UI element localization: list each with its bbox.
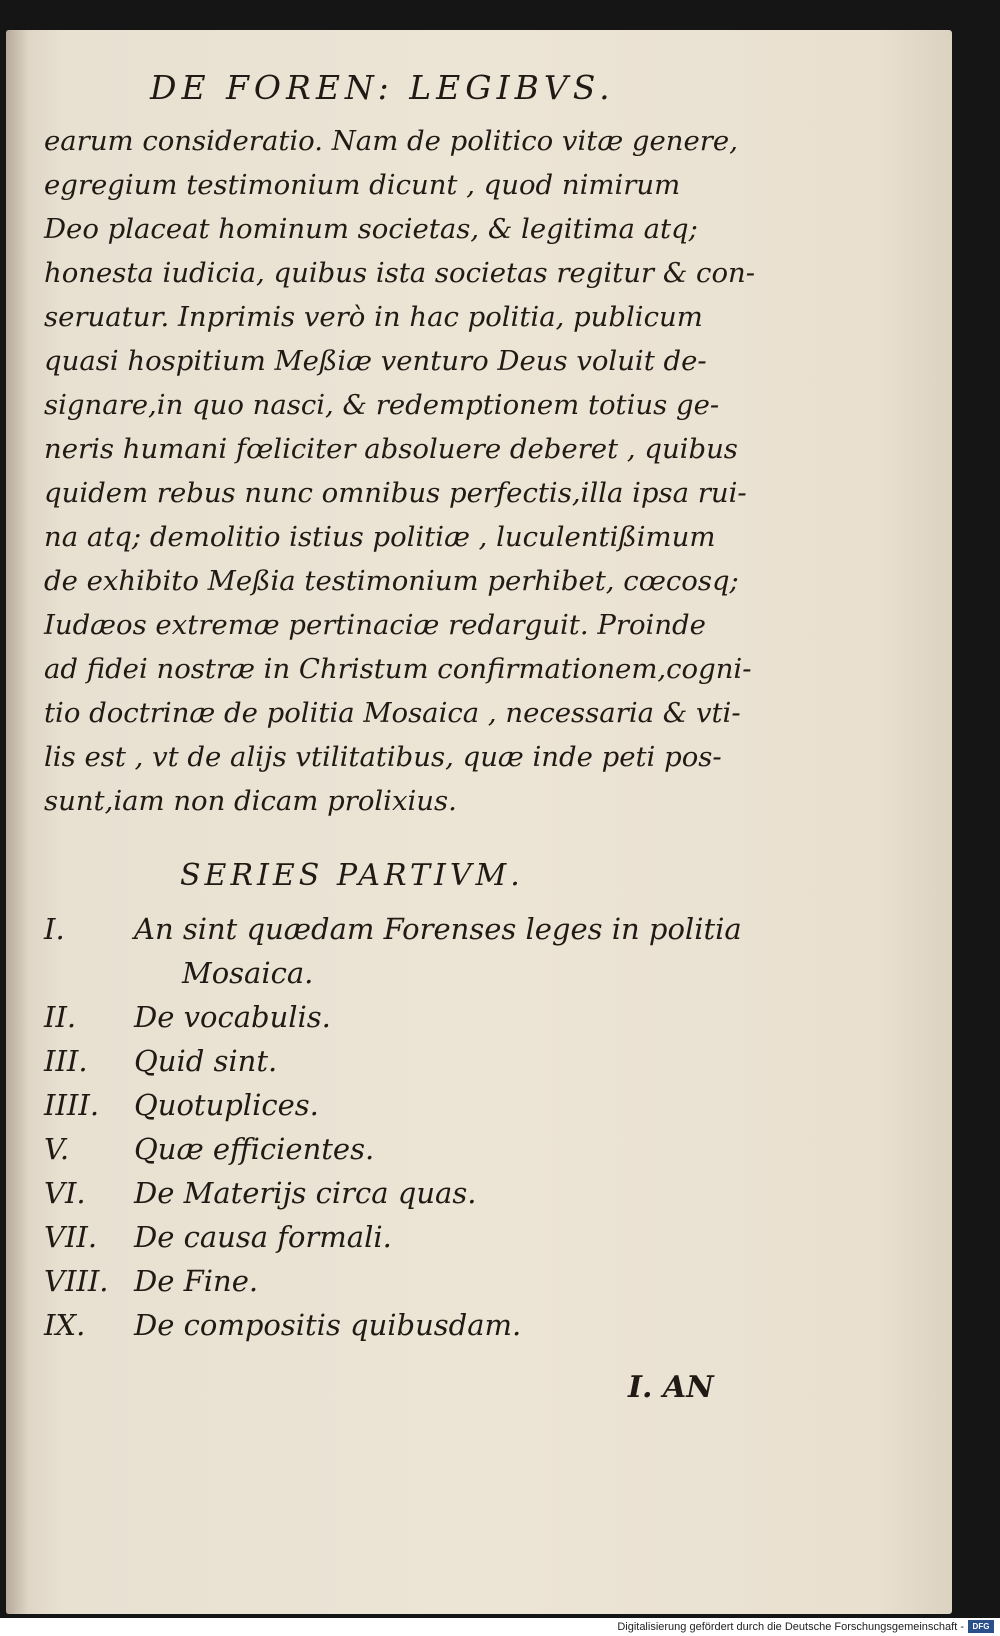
toc-number: III. [44, 1044, 88, 1078]
body-line: quasi hospitium Meßiæ venturo Deus voluit de- [44, 345, 707, 377]
catchword: I. AN [628, 1370, 714, 1405]
body-line: lis est , vt de alijs vtilitatibus, quæ inde peti pos- [44, 741, 722, 773]
body-line: neris humani fœliciter absoluere deberet , quibus [44, 433, 738, 465]
toc-entry: De causa formali. [134, 1220, 392, 1254]
toc-number: IIII. [44, 1088, 100, 1122]
body-line: earum consideratio. Nam de politico vitæ genere, [44, 125, 738, 157]
toc-number: VIII. [44, 1264, 109, 1298]
toc-entry: Quotuplices. [134, 1088, 319, 1122]
body-line: na atq; demolitio istius politiæ , luculentißimum [44, 521, 716, 553]
body-line: Deo placeat hominum societas, & legitima atq; [44, 213, 698, 245]
body-line: Iudæos extremæ pertinaciæ redarguit. Proinde [44, 609, 706, 641]
body-line: seruatur. Inprimis verò in hac politia, publicum [44, 301, 703, 333]
toc-number: I. [44, 912, 65, 946]
toc-number: IX. [44, 1308, 86, 1342]
body-line: quidem rebus nunc omnibus perfectis,illa ipsa rui- [44, 477, 747, 509]
toc-entry-continuation: Mosaica. [182, 956, 314, 990]
series-heading: SERIES PARTIVM. [180, 858, 524, 893]
toc-entry: An sint quædam Forenses leges in politia [134, 912, 742, 946]
toc-entry: Quid sint. [134, 1044, 278, 1078]
body-line: sunt,iam non dicam prolixius. [44, 785, 457, 817]
body-line: tio doctrinæ de politia Mosaica , necessaria & vti- [44, 697, 741, 729]
funding-notice: Digitalisierung gefördert durch die Deutsche Forschungsgemeinschaft - [617, 1621, 964, 1633]
running-head: DE FOREN: LEGIBVS. [150, 68, 615, 107]
body-line: de exhibito Meßia testimonium perhibet, cœcosq; [44, 565, 739, 597]
body-line: ad fidei nostræ in Christum confirmationem,cogni- [44, 653, 752, 685]
body-line: egregium testimonium dicunt , quod nimirum [44, 169, 681, 201]
toc-entry: Quæ efficientes. [134, 1132, 375, 1166]
toc-number: VII. [44, 1220, 98, 1254]
toc-entry: De Fine. [134, 1264, 259, 1298]
toc-entry: De Materijs circa quas. [134, 1176, 477, 1210]
page-gutter-shadow [6, 30, 28, 1614]
toc-entry: De vocabulis. [134, 1000, 331, 1034]
toc-number: II. [44, 1000, 77, 1034]
dfg-logo: DFG [968, 1620, 994, 1633]
toc-number: VI. [44, 1176, 86, 1210]
toc-entry: De compositis quibusdam. [134, 1308, 522, 1342]
body-line: signare,in quo nasci, & redemptionem totius ge- [44, 389, 720, 421]
toc-number: V. [44, 1132, 70, 1166]
body-line: honesta iudicia, quibus ista societas regitur & con- [44, 257, 755, 289]
